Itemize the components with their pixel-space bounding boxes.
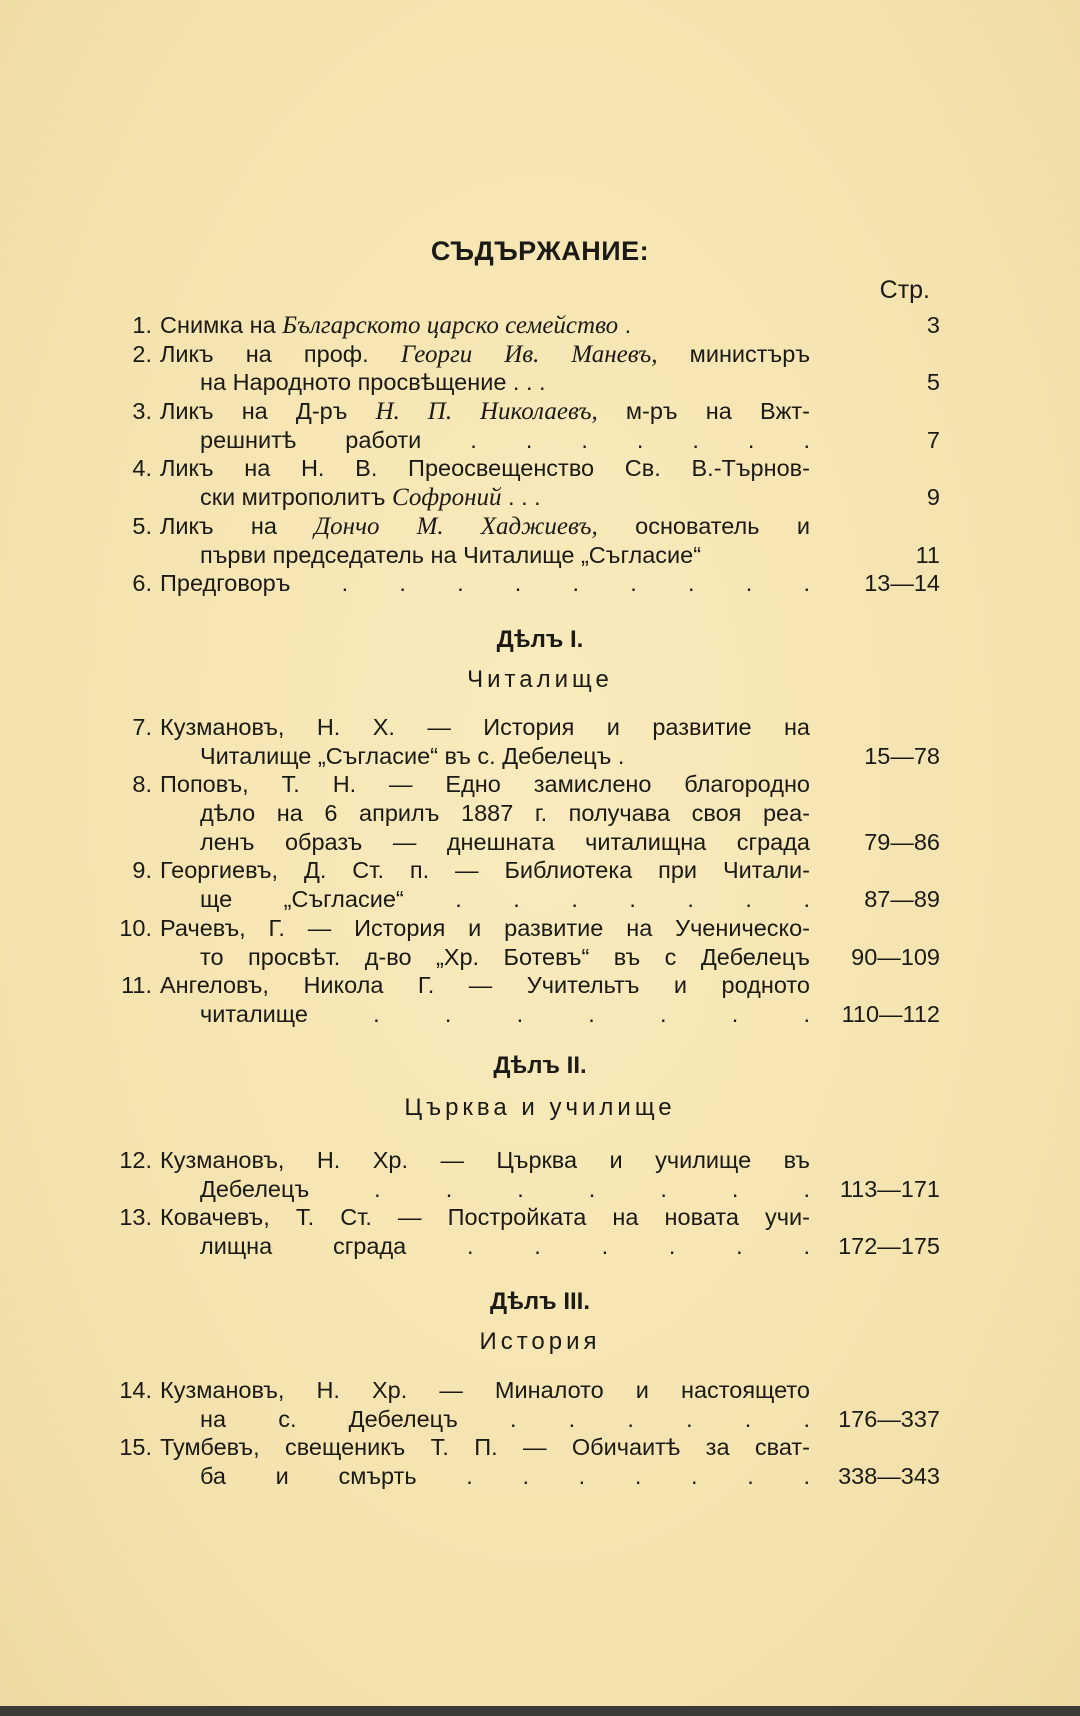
entry-page-range — [810, 1146, 940, 1175]
entry-text-segment: то просвѣт. д-во „Хр. Ботевъ“ въ с Дебелецъ — [200, 943, 810, 970]
entry-text-segment: на Народното просвѣщение . . . — [200, 369, 546, 396]
toc-line — [110, 483, 940, 512]
entry-text — [200, 1405, 810, 1434]
entry-page-range — [810, 512, 940, 541]
toc-line — [110, 569, 940, 598]
entry-text — [160, 856, 810, 885]
entry-page-range: 3 — [926, 312, 940, 338]
entry-text-segment: министъръ — [657, 340, 810, 367]
entry-number: 2. — [132, 340, 152, 367]
entry-text-segment: Дебелецъ . . . . . . . — [200, 1175, 810, 1202]
toc-entry — [110, 713, 940, 770]
toc-entry — [110, 397, 940, 454]
entry-page-range — [810, 397, 940, 426]
entry-text — [200, 943, 810, 972]
toc-line — [110, 454, 940, 483]
entry-page-range — [810, 1433, 940, 1462]
entry-text — [160, 1203, 810, 1232]
entry-number — [110, 1462, 152, 1491]
section-subtitle: История — [479, 1328, 601, 1355]
page-title: СЪДЪРЖАНИЕ: — [430, 236, 650, 266]
entry-number — [110, 426, 152, 455]
entry-text — [160, 713, 810, 742]
entry-number: 8. — [132, 771, 152, 798]
entry-page-range: 172—175 — [838, 1233, 940, 1260]
entry-text — [200, 1000, 810, 1029]
section-heading: Дѣлъ I. — [496, 626, 584, 653]
entry-text — [160, 569, 810, 598]
entry-page-range: 11 — [915, 541, 940, 568]
section-heading: Дѣлъ II. — [493, 1052, 587, 1079]
entry-number: 12. — [119, 1147, 152, 1173]
entry-text-segment: Поповъ, Т. Н. — Едно замислено благородно — [160, 771, 810, 798]
entry-page-range: 338—343 — [838, 1463, 940, 1490]
toc-line — [110, 856, 940, 885]
entry-text — [160, 971, 810, 1000]
entry-italic-name: Дончо М. Хаджиевъ, — [314, 512, 598, 540]
entry-text-segment: м-ръ на Вжт- — [597, 398, 810, 425]
entry-number: 6. — [132, 570, 152, 597]
entry-number: 11. — [121, 972, 152, 999]
toc-entry — [110, 1433, 940, 1490]
entry-text-segment: Ковачевъ, Т. Ст. — Постройката на новата учи- — [160, 1204, 810, 1231]
entry-text-segment: първи председатель на Читалище „Съгласие“ — [200, 541, 702, 568]
entry-text — [200, 1175, 810, 1204]
entry-text-segment: Читалище „Съгласие“ въ с. Дебелецъ . — [200, 742, 625, 769]
entry-number — [110, 1232, 152, 1261]
section-heading: Дѣлъ III. — [489, 1288, 591, 1315]
toc-entry — [110, 454, 940, 511]
entry-text — [160, 770, 810, 799]
entry-text — [160, 1376, 810, 1405]
toc-entry — [110, 1376, 940, 1433]
toc-line — [110, 397, 940, 426]
toc-line — [110, 971, 940, 1000]
entry-text-segment: ски митрополитъ — [200, 484, 392, 511]
toc-line — [110, 1000, 940, 1029]
entry-number: 4. — [132, 455, 152, 482]
entry-number: 3. — [132, 398, 152, 425]
toc-line — [110, 943, 940, 972]
entry-text — [200, 426, 810, 455]
entry-text — [160, 914, 810, 943]
toc-entry — [110, 914, 940, 971]
toc-line — [110, 1175, 940, 1204]
entry-text — [160, 340, 810, 369]
entry-text-segment: Ликъ на — [160, 512, 315, 539]
entry-number: 14. — [119, 1377, 152, 1403]
entry-page-range: 7 — [926, 426, 940, 453]
entry-page-range — [810, 856, 940, 885]
entry-page-range: 79—86 — [864, 828, 940, 855]
entry-number — [110, 799, 152, 828]
entry-italic-name: Софроний — [391, 484, 502, 512]
entry-page-range: 113—171 — [839, 1175, 940, 1202]
entry-italic-name: Георги Ив. Маневъ, — [400, 340, 658, 368]
toc-line — [110, 828, 940, 857]
entry-page-range — [810, 713, 940, 742]
toc-entry — [110, 311, 940, 340]
entry-text — [200, 541, 810, 570]
entry-number — [110, 541, 152, 570]
toc-section-entries — [110, 713, 940, 1029]
entry-text-segment: . — [618, 312, 632, 338]
entry-text-segment: Снимка на — [160, 312, 283, 338]
toc-intro-entries — [110, 311, 940, 598]
entry-number — [110, 1000, 152, 1029]
toc-line — [110, 1203, 940, 1232]
toc-line — [110, 1232, 940, 1261]
toc-section-entries — [110, 1146, 940, 1261]
entry-number: 13. — [119, 1204, 152, 1231]
entry-italic-name: Българското царско семейство — [282, 312, 619, 339]
entry-text-segment: ба и смърть . . . . . . . — [200, 1463, 810, 1490]
toc-entry — [110, 770, 940, 856]
toc-line — [110, 1433, 940, 1462]
toc-line — [110, 742, 940, 771]
entry-text — [160, 1146, 810, 1175]
entry-number — [110, 885, 152, 914]
entry-number — [110, 1175, 152, 1204]
entry-number — [110, 483, 152, 512]
entry-text-segment: ще „Съгласие“ . . . . . . . — [200, 886, 810, 913]
entry-number — [110, 943, 152, 972]
entry-number — [110, 742, 152, 771]
toc-line — [110, 541, 940, 570]
toc-entry — [110, 512, 940, 569]
page-column-label: Стр. — [879, 276, 930, 304]
entry-number: 5. — [132, 512, 152, 539]
toc-line — [110, 340, 940, 369]
entry-text — [160, 512, 810, 541]
entry-page-range: 87—89 — [864, 886, 940, 913]
toc-entry — [110, 1146, 940, 1203]
entry-text — [200, 828, 810, 857]
entry-number — [110, 828, 152, 857]
entry-text-segment: Георгиевъ, Д. Ст. п. — Библиотека при Читали- — [160, 857, 810, 884]
entry-page-range: 176—337 — [838, 1405, 940, 1432]
entry-text-segment: Ликъ на проф. — [160, 340, 401, 367]
toc-line — [110, 1462, 940, 1491]
toc-entry — [110, 856, 940, 913]
entry-page-range: 15—78 — [864, 742, 940, 769]
entry-page-range: 13—14 — [864, 570, 940, 597]
toc-entry — [110, 971, 940, 1028]
entry-text-segment: основатель и — [597, 512, 810, 539]
entry-text-segment: дѣло на 6 априлъ 1887 г. получава своя реа- — [200, 800, 810, 827]
toc-line — [110, 512, 940, 541]
toc-line — [110, 770, 940, 799]
toc-entry — [110, 569, 940, 598]
toc-line — [110, 713, 940, 742]
entry-text — [160, 311, 810, 340]
entry-page-range: 90—109 — [851, 943, 940, 970]
entry-number — [110, 368, 152, 397]
entry-text — [200, 1462, 810, 1491]
entry-italic-name: Н. П. Николаевъ, — [375, 398, 598, 426]
entry-text-segment: Тумбевъ, свещеникъ Т. П. — Обичаитѣ за сват- — [160, 1434, 810, 1461]
toc-line — [110, 1376, 940, 1405]
scan-edge — [0, 1706, 1080, 1716]
entry-text — [200, 742, 810, 771]
entry-text-segment: . . . — [501, 484, 541, 511]
entry-text-segment: Ликъ на Н. В. Преосвещенство Св. В.-Търнов- — [160, 455, 810, 482]
entry-number: 10. — [119, 914, 152, 941]
toc-line — [110, 426, 940, 455]
entry-text — [200, 885, 810, 914]
toc-line — [110, 1405, 940, 1434]
entry-page-range — [810, 1376, 940, 1405]
toc-line — [110, 311, 940, 340]
entry-text-segment: лищна сграда . . . . . . — [200, 1233, 810, 1260]
entry-text-segment: читалище . . . . . . . — [200, 1000, 810, 1027]
entry-text-segment: Ликъ на Д-ръ — [160, 398, 376, 425]
entry-text-segment: Предговоръ . . . . . . . . . — [160, 570, 810, 597]
entry-page-range — [810, 799, 940, 828]
entry-page-range — [810, 770, 940, 799]
toc-section-entries — [110, 1376, 940, 1491]
entry-page-range: 5 — [926, 369, 940, 396]
entry-text-segment: Кузмановъ, Н. Хр. — Миналото и настоящето — [160, 1377, 810, 1403]
entry-text — [200, 368, 810, 397]
entry-text-segment: на с. Дебелецъ . . . . . . — [200, 1405, 810, 1432]
entry-page-range: 110—112 — [841, 1000, 940, 1027]
entry-page-range: 9 — [926, 484, 940, 511]
entry-text — [200, 799, 810, 828]
entry-page-range — [810, 454, 940, 483]
entry-page-range — [810, 340, 940, 369]
entry-page-range — [810, 971, 940, 1000]
entry-text-segment: ленъ образъ — днешната читалищна сграда — [200, 828, 810, 855]
entry-number: 1. — [132, 312, 152, 338]
toc-line — [110, 885, 940, 914]
section-subtitle: Църква и училище — [404, 1094, 676, 1121]
toc-line — [110, 1146, 940, 1175]
entry-page-range — [810, 914, 940, 943]
entry-number — [110, 1405, 152, 1434]
entry-text — [160, 454, 810, 483]
entry-text — [160, 397, 810, 426]
entry-number: 15. — [119, 1434, 152, 1461]
toc-line — [110, 368, 940, 397]
toc-entry — [110, 1203, 940, 1260]
entry-text-segment: Рачевъ, Г. — История и развитие на Ученическо- — [160, 914, 810, 941]
entry-text — [200, 1232, 810, 1261]
entry-text-segment: Кузмановъ, Н. Хр. — Църква и училище въ — [160, 1147, 810, 1173]
toc-entry — [110, 340, 940, 397]
toc-line — [110, 914, 940, 943]
entry-number: 9. — [132, 857, 152, 884]
entry-text-segment: Ангеловъ, Никола Г. — Учительтъ и родното — [160, 972, 810, 999]
entry-text-segment: Кузмановъ, Н. Х. — История и развитие на — [160, 714, 810, 740]
entry-text — [200, 483, 810, 512]
section-subtitle: Читалище — [467, 666, 613, 693]
entry-page-range — [810, 1203, 940, 1232]
entry-text-segment: решнитѣ работи . . . . . . . — [200, 426, 810, 453]
entry-number: 7. — [132, 714, 152, 740]
entry-text — [160, 1433, 810, 1462]
toc-line — [110, 799, 940, 828]
